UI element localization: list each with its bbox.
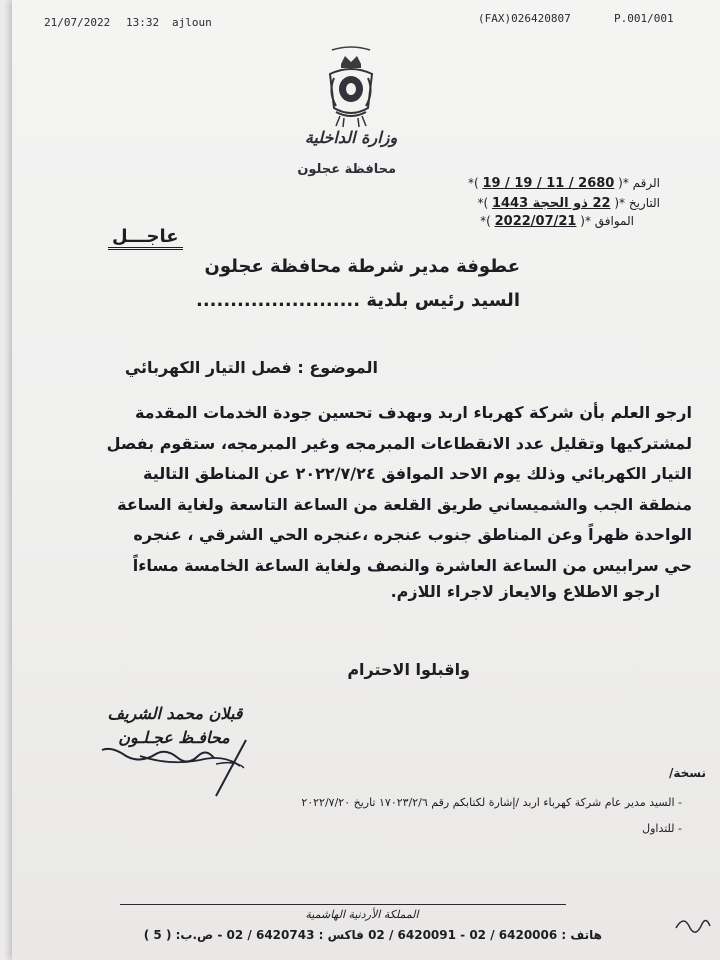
reference-number-label: الرقم — [632, 176, 660, 190]
fax-date: 21/07/2022 — [44, 16, 111, 29]
body-line: منطقة الجب والشميساني طريق القلعة من الساعة التاسعة ولغاية الساعة — [117, 494, 692, 514]
reference-number-value: 2680 / 11 / 19 / 19 — [482, 176, 615, 191]
copies-label: نسخة/ — [668, 766, 706, 780]
body-line: لمشتركيها وتقليل عدد الانقطاعات المبرمجه وغير المبرمجه، ستقوم بفصل — [106, 433, 692, 453]
footer-divider — [120, 904, 566, 905]
body-line: التيار الكهربائي وذلك يوم الاحد الموافق ٢٠٢٢/٧/٢٤ عن المناطق التالية — [143, 464, 692, 483]
primary-recipient: عطوفة مدير شرطة محافظة عجلون — [204, 256, 520, 277]
reference-gregorian-row: الموافق *( 2022/07/21 )* — [480, 214, 634, 229]
recipient-blank-line: ........................ — [195, 290, 361, 311]
reference-number-row: الرقم *( 2680 / 11 / 19 / 19 )* — [467, 176, 660, 191]
signatory-name: قبلان محمد الشريف — [107, 704, 243, 723]
secondary-recipient-title: السيد رئيس بلدية — [366, 290, 520, 311]
handwritten-signature — [96, 720, 276, 800]
fax-number: (FAX)026420807 — [478, 12, 571, 25]
closing-line: واقبلوا الاحترام — [347, 660, 470, 679]
reference-hijri-value: 22 ذو الحجة 1443 — [491, 196, 611, 211]
fax-document-page — [12, 0, 720, 960]
letter-body-paragraph — [92, 398, 692, 581]
body-line: الواحدة ظهراً وعن المناطق جنوب عنجره ،عنجره الحي الشرقي ، عنجره — [133, 525, 692, 544]
reference-gregorian-label: الموافق — [594, 214, 634, 228]
footer-contact: هاتف : 6420006 / 02 - 6420091 / 02 فاكس : 6420743 / 02 - ص.ب: ( 5 ) — [143, 928, 602, 942]
fax-time: 13:32 — [126, 16, 160, 29]
subject-label: الموضوع : — [297, 358, 378, 377]
copy-recipient: - السيد مدير عام شركة كهرباء اربد /إشارة لكتابكم رقم ١٧٠٢٣/٢/٦ تاريخ ٢٠٢٢/٧/٢٠ — [301, 796, 682, 809]
body-line: ارجو العلم بأن شركة كهرباء اربد وبهدف تحسين جودة الخدمات المقدمة — [134, 403, 692, 422]
reference-date-label: التاريخ — [628, 196, 660, 210]
signatory-title: محافـظ عجـلـون — [118, 728, 230, 747]
copy-circulation: - للتداول — [642, 822, 682, 835]
secondary-recipient — [196, 290, 520, 311]
body-line: حي سرابيس من الساعة العاشرة والنصف ولغاية الساعة الخامسة مساءاً — [132, 555, 692, 575]
jordan-coat-of-arms-icon — [324, 44, 378, 130]
handwritten-initial-mark — [672, 908, 712, 938]
urgent-label: عاجـــل — [108, 226, 183, 250]
reference-hijri-row: التاريخ *( 22 ذو الحجة 1443 )* — [477, 196, 660, 211]
subject-value: فصل التيار الكهربائي — [124, 358, 292, 377]
fax-sender: ajloun — [172, 16, 212, 29]
subject-line — [125, 358, 378, 377]
request-line: ارجو الاطلاع والايعاز لاجراء اللازم. — [390, 582, 660, 601]
ministry-name: وزارة الداخلية — [304, 128, 398, 147]
reference-gregorian-value: 2022/07/21 — [494, 214, 577, 229]
fax-page-number: P.001/001 — [614, 12, 674, 25]
governorate-name: محافظة عجلون — [297, 162, 396, 177]
footer-kingdom: المملكة الأردنية الهاشمية — [305, 908, 419, 921]
